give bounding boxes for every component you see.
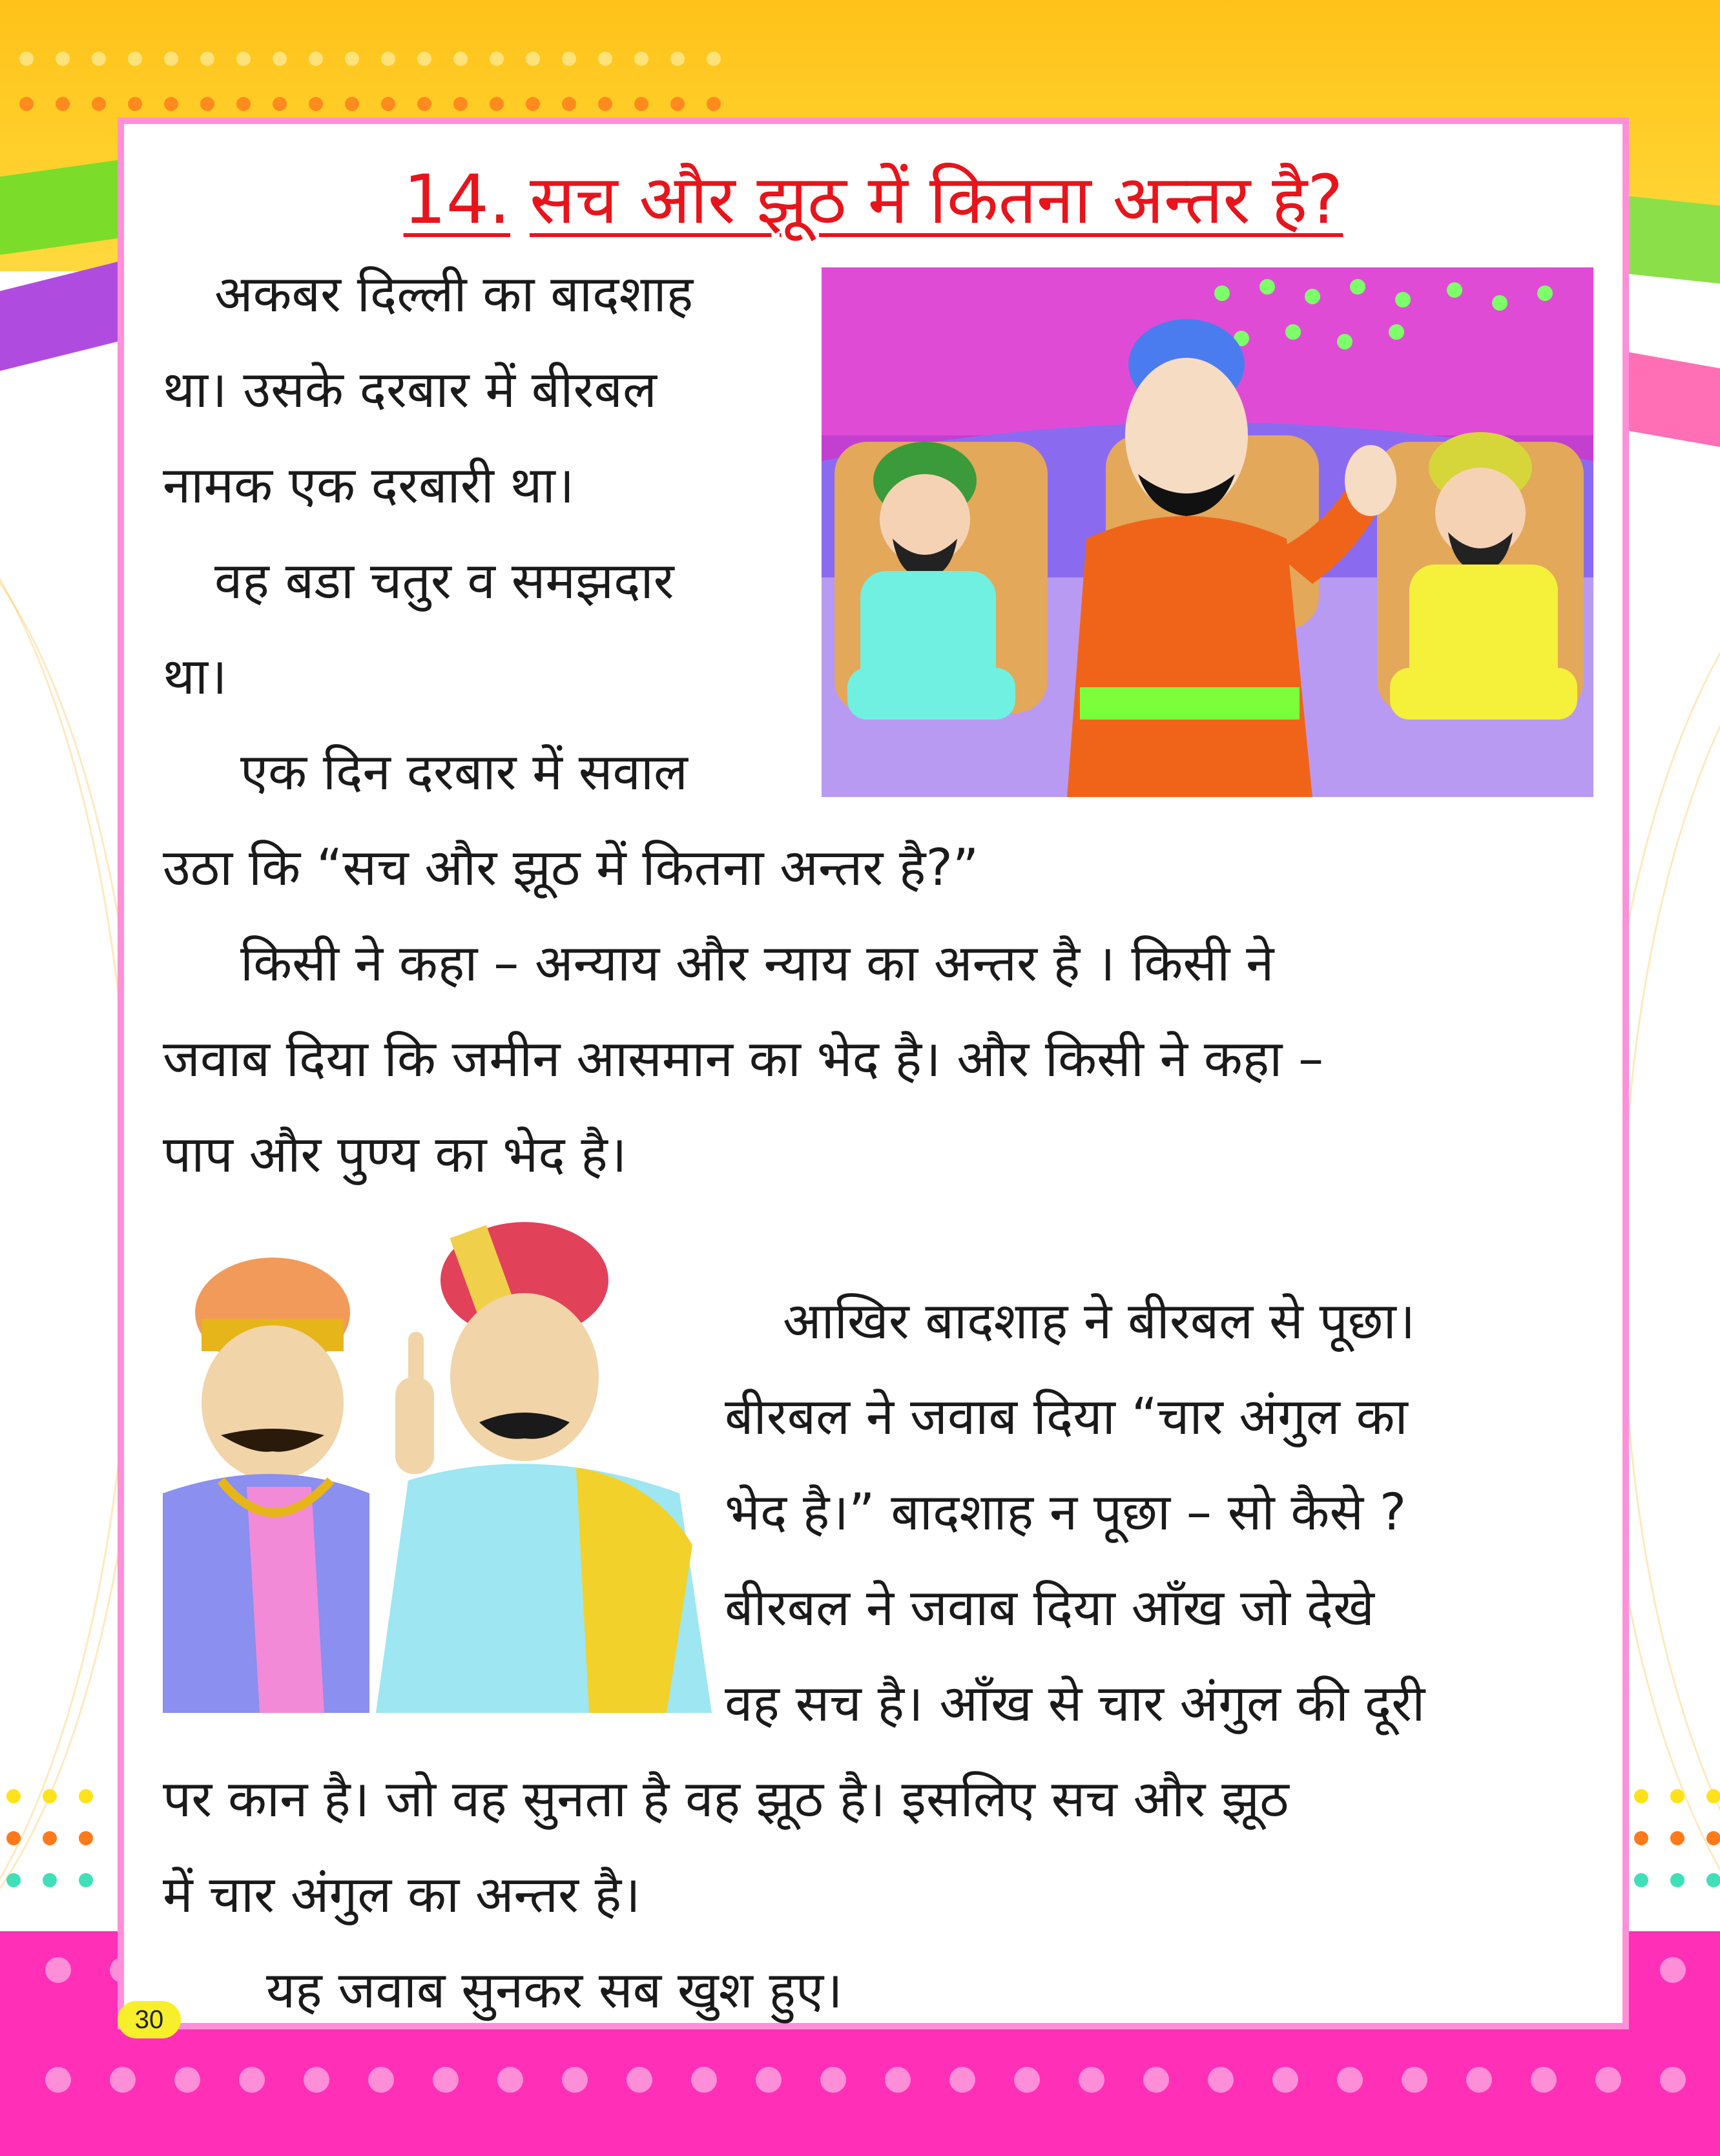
left-dot-row-orange	[6, 1831, 93, 1845]
right-dot-row-yellow	[1634, 1789, 1720, 1803]
court-scene-illustration	[822, 267, 1593, 797]
paragraph-1	[163, 247, 796, 534]
text-line: आखिर बादशाह ने बीरबल से पूछा।	[783, 1292, 1416, 1351]
text-line: जवाब दिया कि जमीन आसमान का भेद है। और किसी ने कहा –	[163, 1030, 1324, 1088]
paragraph-5-full	[163, 1752, 1610, 1943]
text-line: था।	[163, 648, 227, 706]
bottom-dot-row-2	[45, 2067, 1686, 2093]
left-dot-row-yellow	[6, 1789, 93, 1803]
text-line: भेद है।” बादशाह न पूछा – सो कैसे ?	[725, 1484, 1407, 1542]
right-dot-row-teal	[1634, 1873, 1720, 1887]
text-line: वह सच है। आँख से चार अंगुल की दूरी	[725, 1675, 1425, 1733]
text-line: नामक एक दरबारी था।	[163, 457, 575, 515]
story-title-text: सच और झूठ में कितना अन्तर है?	[530, 160, 1343, 239]
story-number: 14.	[403, 160, 511, 239]
text-line: पर कान है। जो वह सुनता है वह झूठ है। इसलिए सच और झूठ	[163, 1770, 1289, 1829]
text-line: अकबर दिल्ली का बादशाह	[214, 265, 694, 324]
text-line: एक दिन दरबार में सवाल	[240, 743, 688, 802]
akbar-birbal-illustration	[163, 1209, 712, 1713]
paragraph-4	[163, 916, 1610, 1203]
top-dot-row-2	[19, 97, 721, 111]
top-dot-row-1	[19, 52, 721, 66]
text-line: उठा कि “सच और झूठ में कितना अन्तर है?”	[163, 839, 979, 897]
paragraph-6	[163, 1943, 1610, 2038]
text-line: में चार अंगुल का अन्तर है।	[163, 1866, 641, 1924]
text-line: वह बडा चतुर व समझदार	[214, 552, 674, 610]
text-line: था। उसके दरबार में बीरबल	[163, 361, 657, 419]
paragraph-2	[163, 534, 796, 725]
story-title	[124, 160, 1622, 240]
text-line: यह जवाब सुनकर सब खुश हुए।	[266, 1962, 843, 2020]
page-card	[118, 118, 1629, 2029]
text-line: बीरबल ने जवाब दिया “चार अंगुल का	[725, 1388, 1408, 1446]
text-line: बीरबल ने जवाब दिया आँख जो देखे	[725, 1579, 1374, 1637]
left-dot-row-teal	[6, 1873, 93, 1887]
paragraph-5-right	[725, 1274, 1603, 1752]
text-line: किसी ने कहा – अन्याय और न्याय का अन्तर है । किसी ने	[240, 935, 1274, 993]
text-line: पाप और पुण्य का भेद है।	[163, 1126, 627, 1184]
page-number: 30	[118, 2001, 181, 2038]
right-dot-row-orange	[1634, 1831, 1720, 1845]
